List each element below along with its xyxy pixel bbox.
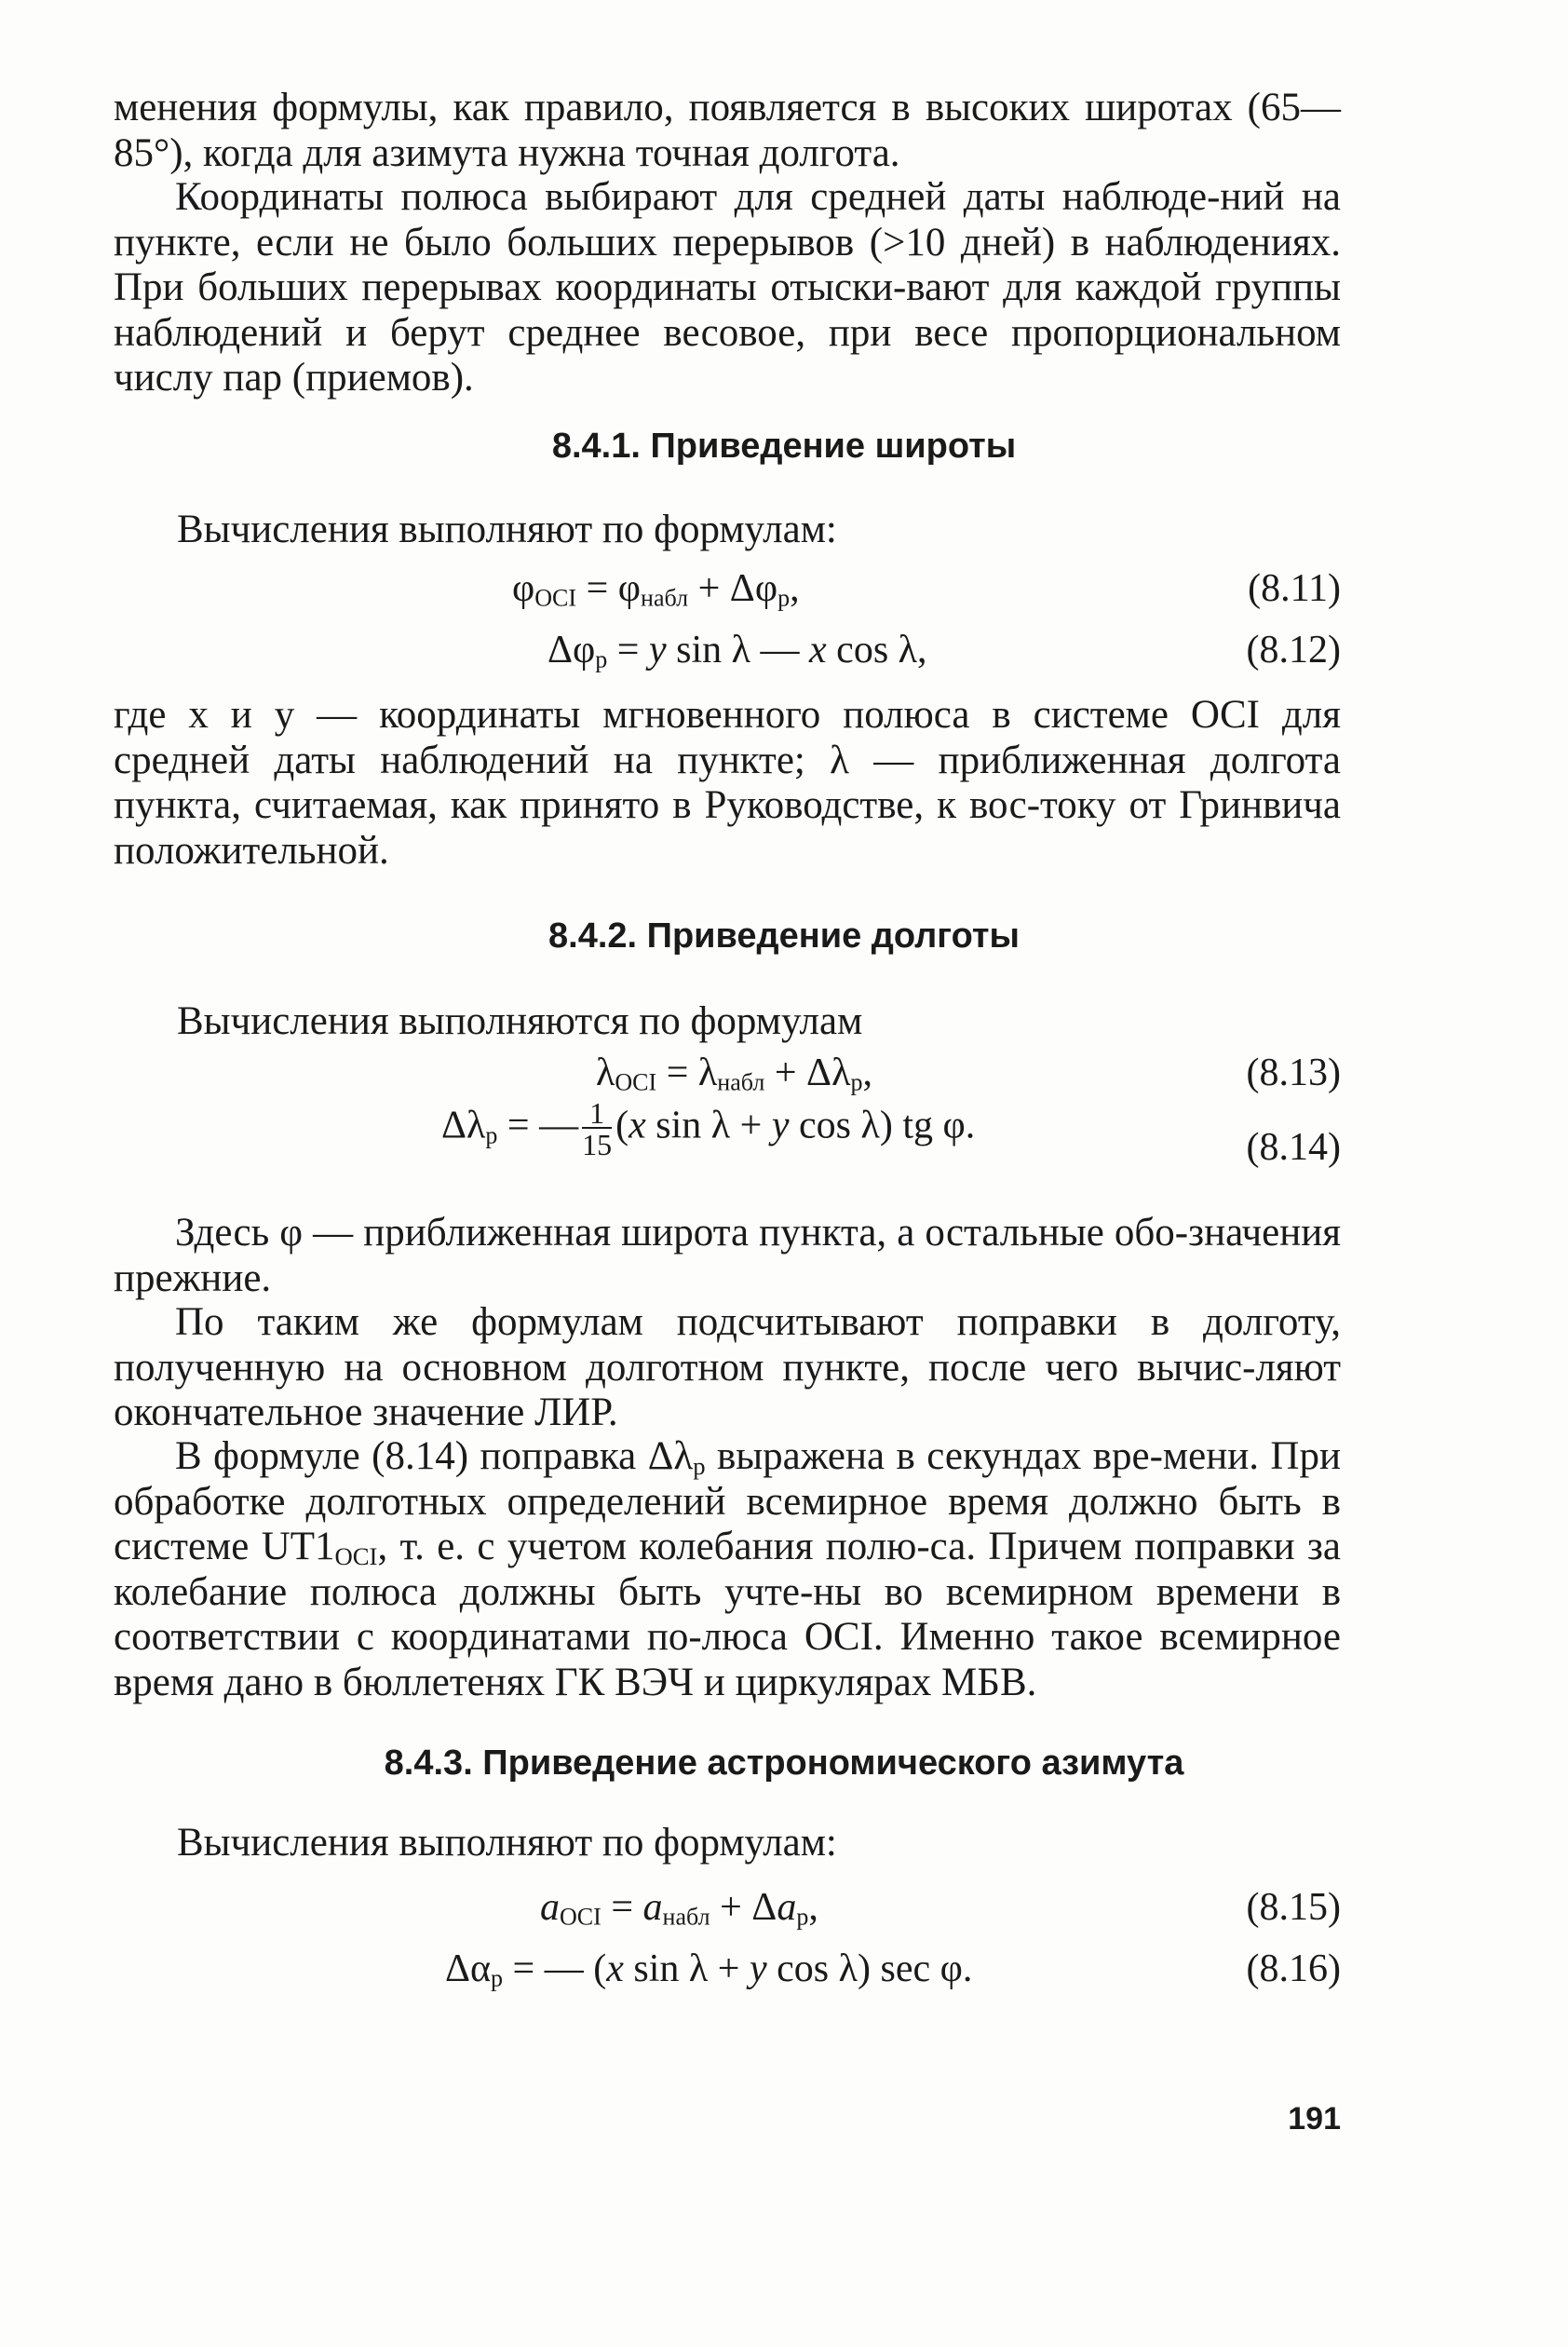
paragraph-continuation: менения формулы, как правило, появляется в высоких широтах (65—85°), когда для азимута нужна точная долгота. (114, 86, 1341, 175)
equation-number-8-16: (8.16) (1246, 1947, 1341, 1990)
formula-8-11: $\varphi_{OCI} = \varphi_{набл} + \Delta\varphi_р$, (512, 567, 800, 612)
section-intro-8-4-3: Вычисления выполняют по формулам: (177, 1821, 837, 1865)
equation-number-8-14: (8.14) (1246, 1126, 1341, 1169)
equation-number-8-15: (8.15) (1246, 1886, 1341, 1929)
formula-8-12: $\Delta\varphi_р = y$ sin λ — x cos λ, (547, 629, 927, 673)
paragraph-same-formulas: По таким же формулам подсчитывают поправки в долготу, полученную на основном долготном пункте, после чего вычис-ляют окончательное значение ЛИР. (114, 1300, 1341, 1434)
paragraph-formula-8-14: В формуле (8.14) поправка $\Delta\lambda_р$ выражена в секундах вре-мени. При обработке долготных определений всемирное время должно быть в системе $UT1_{OCI}$, т. е. с учетом колебания полю-са. Причем поправки за колебание полюса должны быть учте-ны во всемирном времени в соответствии с координатами по-люса OCI. Именно такое всемирное время дано в бюллетенях ГК ВЭЧ и циркулярах МБВ. (114, 1434, 1341, 1704)
formula-8-16: $\Delta\alpha_р$ = — (x sin λ + y cos λ) sec φ. (445, 1947, 973, 1992)
equation-number-8-12: (8.12) (1246, 629, 1341, 672)
formula-8-14: $\Delta\lambda_р$ = — $\frac{1}{15}$ (x sin λ + y cos λ) tg φ. (441, 1096, 976, 1161)
paragraph-pole-coordinates: Координаты полюса выбирают для средней даты наблюде-ний на пункте, если не было больших перерывов (>10 дней) в наблюдениях. При больших перерывах координаты отыски-вают для каждой группы наблюдений и берут среднее весовое, при весе пропорциональном числу пар (приемов). (114, 175, 1341, 400)
equation-number-8-13: (8.13) (1246, 1051, 1341, 1094)
formula-8-15: $a_{OCI} = a_{набл} + \Delta a_р$, (540, 1886, 818, 1931)
section-heading-8-4-3: 8.4.3. Приведение астрономического азимута (384, 1743, 1184, 1783)
fraction-1-15: $\frac{1}{15}$ (582, 1096, 613, 1161)
page-number: 191 (1288, 2101, 1341, 2137)
formula-8-13: $\lambda_{OCI} = \lambda_{набл} + \Delta\lambda_р$, (596, 1051, 872, 1096)
paragraph-here-phi: Здесь φ — приближенная широта пункта, а остальные обо-значения прежние. (114, 1211, 1341, 1300)
equation-number-8-11: (8.11) (1248, 567, 1341, 610)
section-intro-8-4-1: Вычисления выполняют по формулам: (177, 508, 837, 551)
section-intro-8-4-2: Вычисления выполняются по формулам (177, 999, 863, 1043)
section-heading-8-4-2: 8.4.2. Приведение долготы (548, 916, 1020, 956)
paragraph-where-xy: где x и y — координаты мгновенного полюса в системе OCI для средней даты наблюдений на пункте; λ — приближенная долгота пункта, считаемая, как принято в Руководстве, к вос-току от Гринвича положительной. (114, 693, 1341, 873)
section-heading-8-4-1: 8.4.1. Приведение широты (551, 427, 1017, 466)
